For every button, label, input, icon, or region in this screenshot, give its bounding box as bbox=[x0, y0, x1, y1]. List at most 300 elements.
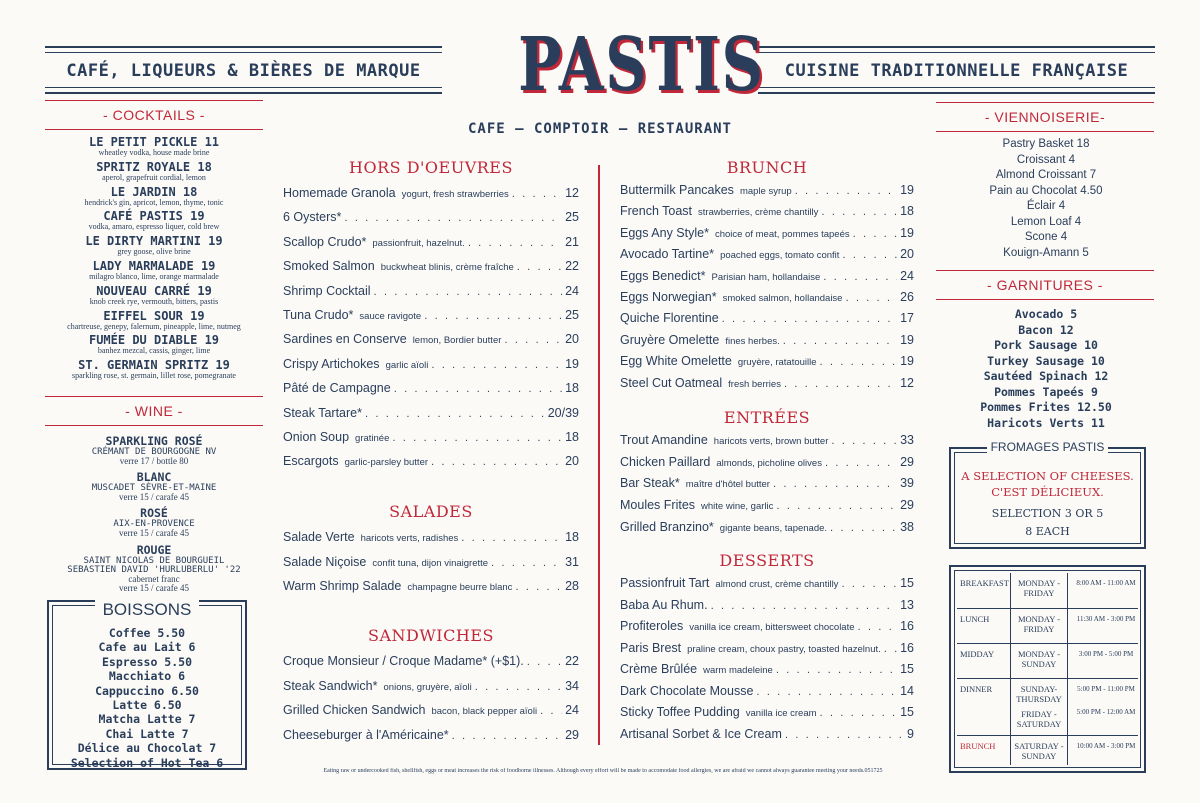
hours-days bbox=[1013, 578, 1065, 598]
dot-leader bbox=[431, 360, 562, 371]
menu-item-desc: maître d'hôtel butter bbox=[685, 479, 770, 491]
entrees-header: ENTRÉES bbox=[723, 408, 811, 427]
menu-item bbox=[283, 235, 579, 253]
sandwiches-header: SANDWICHES bbox=[368, 626, 494, 645]
boisson-item: Latte 6.50 bbox=[112, 698, 182, 712]
wine-name: SPARKLING ROSÉ bbox=[105, 434, 203, 448]
menu-item-price: 16 bbox=[900, 619, 914, 633]
menu-item-name: Eggs Norwegian* bbox=[620, 290, 717, 304]
menu-item-name: Avocado Tartine* bbox=[620, 247, 715, 262]
menu-item-price: 15 bbox=[900, 705, 914, 719]
menu-item-desc: poached eggs, tomato confit bbox=[720, 250, 840, 262]
menu-item-price: 20 bbox=[565, 454, 579, 469]
menu-item-price: 22 bbox=[565, 654, 579, 668]
menu-item-price: 22 bbox=[565, 259, 579, 274]
garniture-item: Bacon 12 bbox=[1018, 322, 1074, 337]
boisson-item: Macchiato 6 bbox=[108, 669, 186, 684]
dot-leader bbox=[830, 523, 897, 534]
dot-leader bbox=[711, 601, 898, 612]
menu-item-price: 18 bbox=[565, 381, 579, 396]
menu-item bbox=[283, 308, 579, 326]
menu-item bbox=[283, 703, 579, 721]
hours-days bbox=[1013, 741, 1065, 761]
cocktail-desc: wheatley vodka, house made brine bbox=[98, 148, 210, 157]
dot-leader bbox=[527, 657, 562, 668]
menu-item-price: 26 bbox=[900, 290, 914, 304]
hours-row bbox=[957, 678, 1138, 735]
menu-item-name: French Toast bbox=[620, 204, 693, 219]
menu-item-price: 24 bbox=[565, 703, 579, 717]
hours-col-divider bbox=[1010, 573, 1011, 765]
dot-leader bbox=[820, 708, 898, 719]
dot-leader bbox=[785, 730, 904, 741]
menu-item-price: 12 bbox=[565, 186, 579, 200]
cocktail-item bbox=[45, 161, 263, 182]
dot-leader bbox=[392, 433, 562, 444]
cocktail-item bbox=[45, 210, 263, 231]
menu-item bbox=[620, 598, 914, 616]
viennoiserie-item: Almond Croissant 7 bbox=[995, 169, 1097, 181]
menu-item-name: Paris Brest bbox=[620, 640, 682, 655]
menu-item-name: Sardines en Conserve bbox=[283, 332, 407, 347]
menu-item-price: 24 bbox=[565, 283, 579, 298]
hours-meal: LUNCH bbox=[960, 614, 990, 624]
menu-item-name: Eggs Benedict* bbox=[620, 268, 706, 283]
menu-item-desc: smoked salmon, hollandaise bbox=[722, 293, 843, 304]
cocktails-header: - COCKTAILS - bbox=[45, 100, 263, 130]
boissons-title: BOISSONS bbox=[95, 600, 200, 619]
dot-leader bbox=[475, 682, 562, 693]
menu-item-price: 18 bbox=[900, 204, 914, 219]
viennoiserie-item: Scone 4 bbox=[1024, 231, 1068, 243]
dot-leader bbox=[820, 357, 898, 368]
cocktail-desc: banhez mezcal, cassis, ginger, lime bbox=[97, 346, 211, 356]
menu-item-price: 25 bbox=[565, 210, 579, 225]
menu-item-price: 19 bbox=[900, 183, 914, 197]
hours-day: FRIDAY - bbox=[1021, 709, 1057, 719]
cocktail-item bbox=[45, 260, 263, 281]
menu-item-desc: garlic aïoli bbox=[385, 359, 429, 371]
hours-time: 5:00 PM - 12:00 AM bbox=[1076, 708, 1136, 716]
cocktail-name: LE JARDIN 18 bbox=[110, 184, 198, 199]
dot-leader bbox=[365, 409, 545, 420]
dot-leader bbox=[825, 458, 897, 469]
dot-leader bbox=[783, 336, 897, 347]
menu-item-desc: fines herbes. bbox=[725, 335, 780, 347]
cocktail-name: LADY MARMALADE 19 bbox=[92, 259, 216, 273]
menu-item-desc: buckwheat blinis, crème fraîche bbox=[380, 262, 514, 274]
cocktail-name: NOUVEAU CARRÉ 19 bbox=[96, 283, 212, 298]
menu-item-price: 19 bbox=[565, 356, 579, 371]
menu-item-desc: almonds, picholine olives bbox=[716, 457, 822, 469]
dot-leader bbox=[858, 622, 898, 633]
cocktail-item bbox=[45, 334, 263, 355]
menu-item-price: 19 bbox=[900, 354, 914, 369]
dot-leader bbox=[452, 731, 562, 742]
wine-item bbox=[45, 545, 263, 593]
dot-leader bbox=[374, 287, 563, 298]
wine-origin: SAINT NICOLAS DE BOURGUEIL bbox=[83, 555, 225, 566]
menu-item-desc: strawberries, crème chantilly bbox=[698, 207, 819, 219]
dot-leader bbox=[540, 706, 562, 717]
dot-leader bbox=[515, 582, 562, 593]
brunch-header: BRUNCH bbox=[726, 158, 808, 177]
menu-item-desc: fresh berries bbox=[728, 378, 781, 390]
boisson-item: Selection of Hot Tea 6 bbox=[70, 755, 224, 770]
cocktail-item bbox=[45, 136, 263, 157]
viennoiserie-item: Éclair 4 bbox=[1026, 200, 1066, 212]
menu-item-desc: yogurt, fresh strawberries bbox=[401, 189, 509, 200]
garniture-item: Sautéed Spinach 12 bbox=[983, 369, 1109, 383]
menu-item bbox=[620, 376, 914, 394]
cocktail-item bbox=[45, 359, 263, 380]
menu-item-price: 29 bbox=[900, 498, 914, 513]
hours-row bbox=[957, 608, 1138, 643]
boisson-item: Chai Latte 7 bbox=[105, 726, 189, 741]
dot-leader bbox=[773, 479, 897, 490]
menu-item-price: 19 bbox=[900, 225, 914, 240]
hours-row bbox=[957, 573, 1138, 608]
menu-item bbox=[620, 705, 914, 723]
left-banner-text: CAFÉ, LIQUEURS & BIÈRES DE MARQUE bbox=[66, 61, 421, 81]
menu-item-desc: garlic-parsley butter bbox=[344, 457, 429, 469]
hours-day: SUNDAY bbox=[1021, 659, 1057, 669]
menu-item-name: Artisanal Sorbet & Ice Cream bbox=[620, 726, 782, 741]
menu-item bbox=[283, 381, 579, 399]
menu-item-price: 18 bbox=[565, 530, 579, 544]
menu-item-name: Crispy Artichokes bbox=[283, 356, 380, 371]
dot-leader bbox=[842, 250, 897, 261]
wine-producer: SEBASTIEN DAVID 'HURLUBERLU' '22 bbox=[67, 564, 241, 575]
menu-item bbox=[283, 406, 579, 424]
boissons-header bbox=[49, 600, 245, 620]
cocktail-desc: hendrick's gin, apricot, lemon, thyme, tonic bbox=[84, 197, 224, 207]
hours-days bbox=[1013, 684, 1065, 729]
hours-time: 3:00 PM - 5:00 PM bbox=[1078, 650, 1134, 658]
menu-item bbox=[283, 332, 579, 350]
menu-item-name: Profiteroles bbox=[620, 619, 684, 633]
fromages-box bbox=[949, 440, 1146, 549]
hours-time: 5:00 PM - 11:00 PM bbox=[1077, 685, 1135, 693]
hours-row bbox=[957, 643, 1138, 678]
menu-item-desc: sauce ravigote bbox=[359, 311, 422, 322]
menu-item-name: Steak Tartare* bbox=[283, 405, 362, 420]
dot-leader bbox=[394, 384, 562, 395]
menu-item-name: Onion Soup bbox=[283, 430, 350, 444]
dot-leader bbox=[756, 687, 897, 698]
menu-item bbox=[620, 662, 914, 680]
menu-item-desc: bacon, black pepper aïoli bbox=[431, 706, 538, 717]
cocktail-name: ST. GERMAIN SPRITZ 19 bbox=[78, 358, 230, 373]
hours-row bbox=[957, 735, 1138, 769]
cocktail-name: LE DIRTY MARTINI 19 bbox=[85, 234, 223, 249]
menu-item bbox=[620, 727, 914, 745]
menu-item-name: Cheeseburger à l'Américaine* bbox=[283, 727, 449, 742]
menu-item-name: Chicken Paillard bbox=[620, 454, 711, 469]
garniture-item: Turkey Sausage 10 bbox=[987, 353, 1105, 368]
menu-item bbox=[620, 204, 914, 222]
pastis-logo: PASTIS bbox=[518, 22, 765, 108]
hours-day: FRIDAY bbox=[1023, 588, 1055, 598]
menu-item-desc: passionfruit, hazelnut. bbox=[372, 237, 465, 249]
viennoiserie-item: Lemon Loaf 4 bbox=[1010, 215, 1082, 228]
center-divider bbox=[598, 165, 600, 745]
dot-leader bbox=[831, 436, 897, 447]
garniture-item: Haricots Verts 11 bbox=[987, 415, 1105, 430]
menu-item bbox=[283, 259, 579, 277]
cocktail-item bbox=[45, 186, 263, 207]
wine-name: ROSÉ bbox=[140, 506, 168, 520]
dot-leader bbox=[344, 213, 562, 224]
fromages-line-2: C'EST DÉLICIEUX. bbox=[991, 485, 1104, 499]
dot-leader bbox=[431, 457, 562, 468]
menu-item-name: Grilled Branzino* bbox=[620, 519, 714, 534]
dot-leader bbox=[722, 314, 897, 325]
menu-item-price: 39 bbox=[900, 476, 914, 491]
cocktail-desc: grey goose, olive brine bbox=[117, 247, 191, 257]
menu-item-price: 33 bbox=[900, 433, 914, 447]
hours-day: SATURDAY - bbox=[1014, 741, 1064, 751]
dot-leader bbox=[776, 501, 897, 512]
cocktail-desc: aperol, grapefruit cordial, lemon bbox=[102, 172, 206, 182]
menu-item-name: Steak Sandwich* bbox=[283, 678, 378, 693]
dot-leader bbox=[491, 558, 562, 569]
cocktail-desc: vodka, amaro, espresso liquer, cold brew bbox=[88, 222, 220, 232]
cocktail-item bbox=[45, 310, 263, 331]
menu-item bbox=[283, 579, 579, 597]
desserts-header: DESSERTS bbox=[719, 551, 815, 570]
menu-item-name: Sticky Toffee Pudding bbox=[620, 705, 740, 719]
menu-item-name: Eggs Any Style* bbox=[620, 225, 709, 240]
menu-item-price: 28 bbox=[565, 579, 579, 593]
menu-item-price: 34 bbox=[565, 678, 579, 693]
menu-item bbox=[283, 430, 579, 448]
hours-time: 10:00 AM - 3:00 PM bbox=[1076, 742, 1136, 750]
viennoiserie-item: Pain au Chocolat 4.50 bbox=[989, 184, 1103, 197]
menu-item bbox=[620, 520, 914, 538]
hours-days bbox=[1013, 614, 1065, 634]
viennoiserie-item: Croissant 4 bbox=[1016, 153, 1076, 166]
menu-item bbox=[620, 311, 914, 329]
wine-name: ROUGE bbox=[136, 543, 172, 557]
hours-day: THURSDAY bbox=[1016, 694, 1062, 704]
menu-item-desc: almond crust, crème chantilly bbox=[715, 579, 839, 590]
menu-item-price: 9 bbox=[907, 726, 914, 741]
hours-day: FRIDAY bbox=[1023, 624, 1055, 634]
wine-origin: MUSCADET SÈVRE-ET-MAINE bbox=[91, 482, 217, 493]
hours-days bbox=[1013, 649, 1065, 669]
hours-times bbox=[1068, 614, 1144, 624]
cocktail-desc: knob creek rye, vermouth, bitters, pastis bbox=[89, 296, 219, 306]
right-banner bbox=[758, 46, 1155, 94]
wine-name: BLANC bbox=[136, 470, 172, 484]
menu-item bbox=[620, 576, 914, 594]
menu-item bbox=[620, 183, 914, 201]
hours-day: SUNDAY- bbox=[1020, 684, 1058, 694]
menu-item bbox=[620, 641, 914, 659]
garniture-item: Avocado 5 bbox=[1014, 307, 1078, 321]
menu-item-price: 25 bbox=[565, 308, 579, 322]
menu-item-price: 21 bbox=[565, 234, 579, 249]
boisson-item: Cafe au Lait 6 bbox=[98, 640, 196, 655]
menu-item bbox=[283, 210, 579, 228]
viennoiserie-header: - VIENNOISERIE- bbox=[936, 102, 1154, 132]
menu-item bbox=[620, 247, 914, 265]
menu-item bbox=[283, 357, 579, 375]
wine-item bbox=[45, 508, 263, 538]
garniture-item: Pommes Tapeés 9 bbox=[994, 384, 1098, 399]
hours-meal: DINNER bbox=[960, 684, 993, 694]
menu-item-name: Baba Au Rhum. bbox=[620, 597, 708, 612]
cocktail-desc: sparkling rose, st. germain, lillet rose, pomegranate bbox=[72, 371, 236, 381]
hours-time: 8:00 AM - 11:00 AM bbox=[1076, 579, 1136, 587]
menu-item-name: Homemade Granola bbox=[283, 186, 396, 200]
wine-price: verre 15 / carafe 45 bbox=[119, 491, 189, 502]
menu-item-price: 14 bbox=[900, 683, 914, 698]
dot-leader bbox=[795, 186, 897, 197]
menu-item-price: 18 bbox=[565, 430, 579, 444]
menu-item-desc: white wine, garlic bbox=[701, 501, 774, 513]
hours-day: MONDAY - bbox=[1017, 614, 1061, 624]
menu-item bbox=[283, 679, 579, 697]
dot-leader bbox=[853, 229, 897, 240]
menu-item-name: Tuna Crudo* bbox=[283, 308, 354, 322]
cocktail-name: LE PETIT PICKLE 11 bbox=[88, 135, 220, 149]
hours-col-divider bbox=[1067, 573, 1068, 765]
menu-item-desc: praline cream, choux pastry, toasted hazelnut. bbox=[687, 643, 881, 655]
dot-leader bbox=[776, 665, 897, 676]
menu-item-name: Salade Niçoise bbox=[283, 554, 367, 569]
tagline: CAFE – COMPTOIR – RESTAURANT bbox=[467, 121, 732, 137]
hours-times bbox=[1068, 578, 1144, 588]
allergy-disclaimer: Eating raw or undercooked fish, shellfish, eggs or meat increases the risk of foodborne illnesses. Although every effort will be made to accomodate food allergies, we are afraid we cannot always guarantee meeting your needs.051725 bbox=[323, 768, 883, 774]
menu-item bbox=[283, 454, 579, 472]
wine-price: verre 17 / bottle 80 bbox=[119, 455, 189, 466]
menu-item-desc: Parisian ham, hollandaise bbox=[711, 271, 821, 283]
menu-item bbox=[620, 455, 914, 473]
menu-item-price: 20 bbox=[565, 332, 579, 347]
cocktail-desc: chartreuse, genepy, falernum, pineapple, lime, nutmeg bbox=[67, 321, 241, 331]
dot-leader bbox=[512, 189, 562, 200]
fromages-line-4: 8 EACH bbox=[1025, 525, 1070, 538]
hours-day: MONDAY - bbox=[1017, 649, 1061, 659]
hours-table bbox=[949, 565, 1146, 773]
fromages-header bbox=[951, 440, 1144, 454]
menu-item-name: Scallop Crudo* bbox=[283, 234, 367, 249]
menu-item-desc: warm madeleine bbox=[703, 665, 773, 676]
cocktail-name: SPRITZ ROYALE 18 bbox=[96, 159, 212, 174]
menu-item bbox=[283, 186, 579, 204]
menu-item-desc: choice of meat, pommes tapeés bbox=[714, 228, 850, 240]
hours-meal: BREAKFAST bbox=[960, 578, 1009, 588]
menu-item-name: Gruyère Omelette bbox=[620, 332, 720, 347]
hours-time: 11:30 AM - 3:00 PM bbox=[1076, 615, 1136, 623]
dot-leader bbox=[784, 379, 897, 390]
menu-item bbox=[283, 555, 579, 573]
menu-item-name: Grilled Chicken Sandwich bbox=[283, 703, 426, 717]
garniture-item: Pommes Frites 12.50 bbox=[980, 400, 1112, 414]
fromages-title: FROMAGES PASTIS bbox=[987, 440, 1109, 454]
menu-item-name: Trout Amandine bbox=[620, 433, 708, 447]
menu-item-name: Quiche Florentine bbox=[620, 311, 719, 326]
hours-grid bbox=[957, 573, 1138, 765]
hours-day: SUNDAY bbox=[1021, 751, 1057, 761]
menu-item bbox=[620, 498, 914, 516]
menu-item bbox=[620, 684, 914, 702]
menu-item-desc: gigante beans, tapenade. bbox=[719, 522, 828, 534]
hours-times bbox=[1068, 649, 1144, 659]
wine-item bbox=[45, 472, 263, 502]
wine-header: - WINE - bbox=[45, 396, 263, 426]
boisson-item: Coffee 5.50 bbox=[108, 626, 186, 640]
menu-item-name: Dark Chocolate Mousse bbox=[620, 683, 754, 698]
dot-leader bbox=[504, 335, 562, 346]
menu-item-price: 19 bbox=[900, 332, 914, 347]
menu-item-price: 15 bbox=[900, 576, 914, 590]
salades-header: SALADES bbox=[389, 502, 473, 521]
dot-leader bbox=[424, 311, 562, 322]
menu-item-price: 17 bbox=[900, 311, 914, 326]
wine-origin: CRÉMANT DE BOURGOGNE NV bbox=[91, 446, 217, 457]
dot-leader bbox=[845, 293, 897, 304]
dot-leader bbox=[461, 533, 562, 544]
hors-doeuvres-header: HORS D'OEUVRES bbox=[349, 158, 513, 177]
menu-item-name: Croque Monsieur / Croque Madame* (+$1). bbox=[283, 654, 524, 668]
viennoiserie-item: Kouign-Amann 5 bbox=[1003, 246, 1089, 259]
cocktail-name: CAFÉ PASTIS 19 bbox=[103, 209, 205, 224]
menu-item-price: 20/39 bbox=[547, 405, 579, 420]
menu-item bbox=[620, 476, 914, 494]
boisson-item: Cappuccino 6.50 bbox=[95, 683, 199, 698]
menu-item-price: 24 bbox=[900, 268, 914, 283]
menu-item-name: Shrimp Cocktail bbox=[283, 283, 371, 298]
menu-item-name: Steel Cut Oatmeal bbox=[620, 375, 723, 390]
dot-leader bbox=[884, 644, 897, 655]
hours-day: MONDAY - bbox=[1017, 578, 1061, 588]
dot-leader bbox=[841, 579, 897, 590]
dot-leader bbox=[517, 262, 562, 273]
cocktail-name: FUMÉE DU DIABLE 19 bbox=[88, 333, 220, 348]
right-banner-text: CUISINE TRADITIONNELLE FRANÇAISE bbox=[784, 61, 1129, 81]
hours-times bbox=[1068, 684, 1144, 717]
menu-item-name: Salade Verte bbox=[283, 530, 355, 544]
menu-item bbox=[620, 290, 914, 308]
menu-item-desc: gruyère, ratatouille bbox=[737, 357, 817, 369]
menu-item bbox=[283, 654, 579, 672]
menu-item-name: Crème Brûlée bbox=[620, 662, 698, 676]
menu-item-desc: onions, gruyère, aïoli bbox=[383, 681, 472, 693]
menu-item-name: 6 Oysters* bbox=[283, 210, 342, 225]
wine-price: verre 15 / carafe 45 bbox=[119, 527, 189, 538]
garnitures-header: - GARNITURES - bbox=[936, 270, 1154, 300]
menu-item-name: Egg White Omelette bbox=[620, 354, 732, 369]
hours-times bbox=[1068, 741, 1144, 751]
menu-item bbox=[620, 269, 914, 287]
menu-item-desc: vanilla ice cream bbox=[745, 708, 817, 719]
menu-item-price: 12 bbox=[900, 375, 914, 390]
cocktail-item bbox=[45, 285, 263, 306]
menu-item-name: Warm Shrimp Salade bbox=[283, 579, 402, 593]
menu-item bbox=[283, 284, 579, 302]
dot-leader bbox=[821, 207, 897, 218]
menu-item-price: 29 bbox=[900, 454, 914, 469]
menu-item-desc: haricots verts, brown butter bbox=[713, 436, 829, 447]
fromages-line-1: A SELECTION OF CHEESES. bbox=[961, 469, 1134, 483]
menu-item-price: 13 bbox=[900, 597, 914, 612]
cocktail-name: EIFFEL SOUR 19 bbox=[103, 308, 205, 323]
dot-leader bbox=[468, 238, 562, 249]
menu-item-desc: maple syrup bbox=[739, 186, 792, 197]
